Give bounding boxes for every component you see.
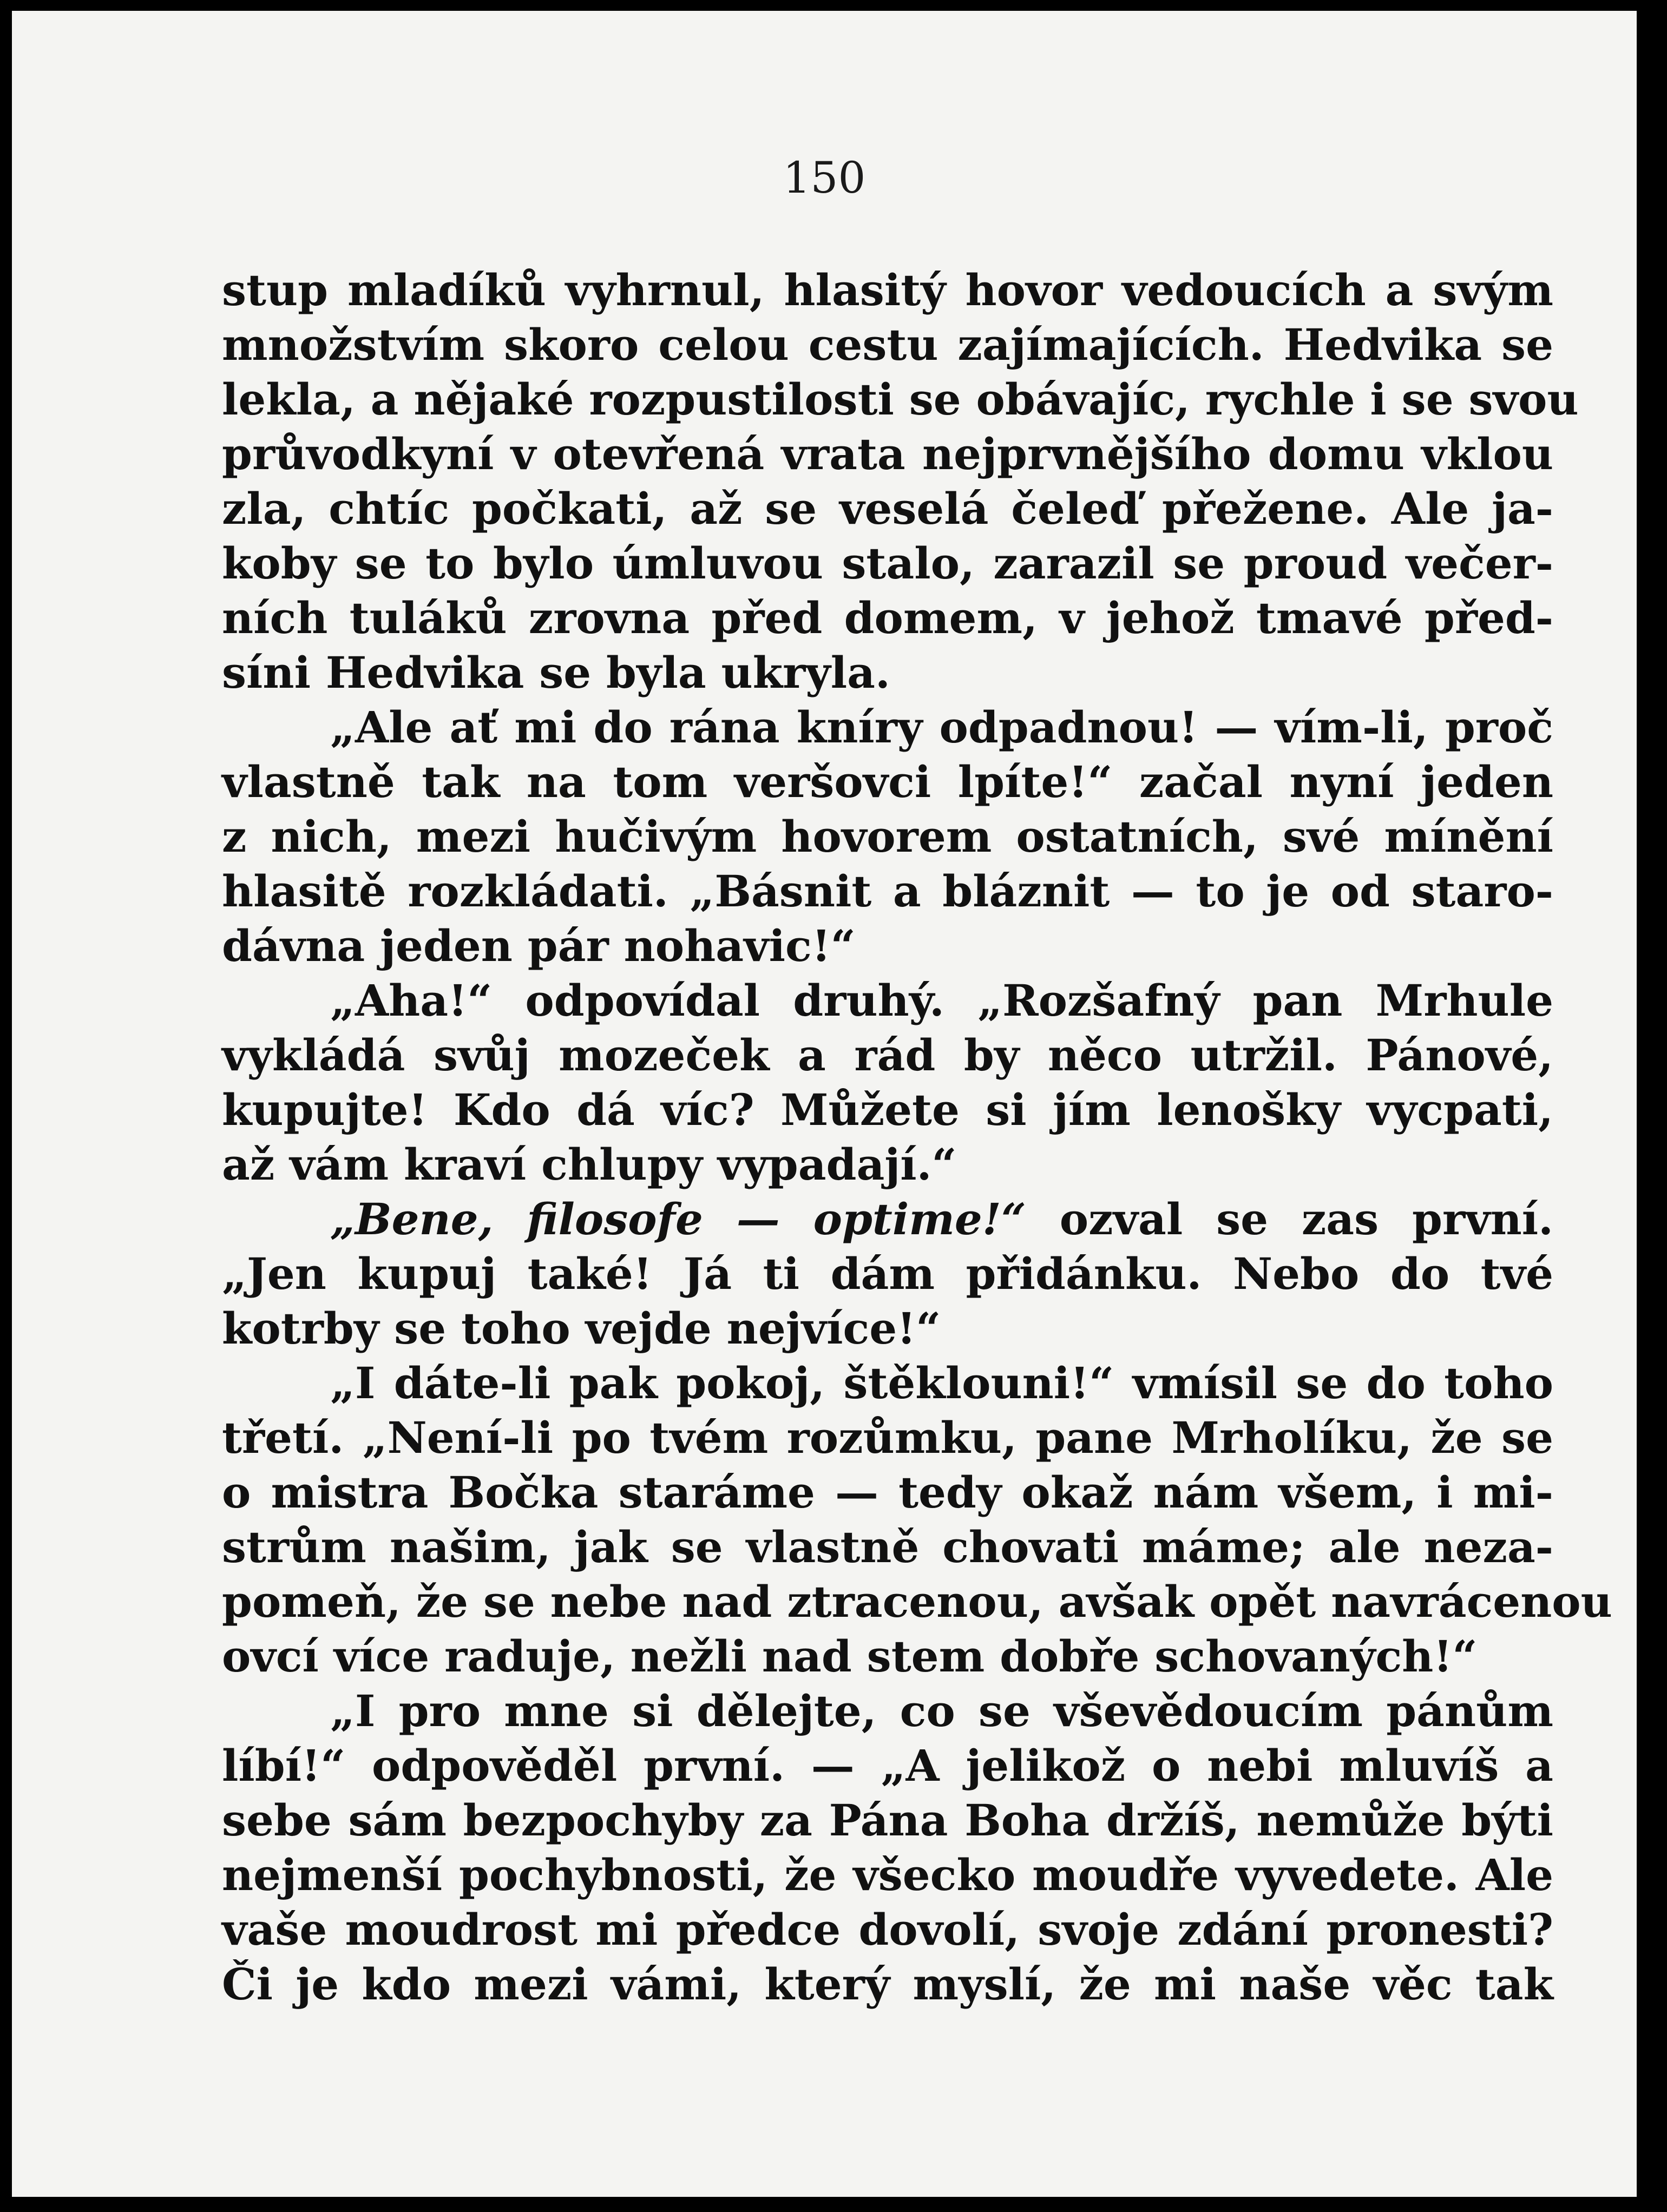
text-line: až vám kraví chlupy vypadají.“ <box>222 1139 957 1190</box>
text-line: „Jen kupuj také! Já ti dám přidánku. Nebo do tvé <box>222 1248 1553 1299</box>
text-line: „Ale ať mi do rána kníry odpadnou! — vím-li, proč <box>330 702 1553 753</box>
text-line: hlasitě rozkládati. „Básnit a bláznit — to je od staro- <box>222 866 1553 917</box>
text-line <box>222 1192 1553 1247</box>
text-line: lekla, a nějaké rozpustilosti se obávajíc, rychle i se svou <box>222 374 1579 425</box>
page-number: 150 <box>783 153 866 203</box>
text-line: ovcí více raduje, nežli nad stem dobře schovaných!“ <box>222 1631 1478 1682</box>
text-line-rest: ozval se zas první. <box>1026 1194 1554 1245</box>
text-line: nejmenší pochybnosti, že všecko moudře vyvedete. Ale <box>222 1849 1553 1900</box>
book-page <box>12 11 1637 2197</box>
text-line: zla, chtíc počkati, až se veselá čeleď přežene. Ale ja- <box>222 483 1553 534</box>
text-line: z nich, mezi hučivým hovorem ostatních, své mínění <box>222 811 1553 862</box>
text-line: síni Hedvika se byla ukryla. <box>222 647 890 698</box>
text-line: vaše moudrost mi předce dovolí, svoje zdání pronesti? <box>222 1904 1553 1955</box>
text-line: průvodkyní v otevřená vrata nejprvnějšího domu vklou <box>222 429 1553 479</box>
text-line: ních tuláků zrovna před domem, v jehož tmavé před- <box>222 593 1553 643</box>
text-line: dávna jeden pár nohavic!“ <box>222 920 856 971</box>
text-line: vykládá svůj mozeček a rád by něco utržil. Pánové, <box>222 1030 1553 1081</box>
text-line: „Aha!“ odpovídal druhý. „Rozšafný pan Mrhule <box>330 975 1553 1026</box>
text-line: Či je kdo mezi vámi, který myslí, že mi naše věc tak <box>222 1959 1553 2010</box>
text-line: koby se to bylo úmluvou stalo, zarazil se proud večer- <box>222 538 1553 589</box>
text-line: strům našim, jak se vlastně chovati máme; ale neza- <box>222 1522 1553 1572</box>
text-line: o mistra Bočka staráme — tedy okaž nám všem, i mi- <box>222 1467 1553 1518</box>
text-line: třetí. „Není-li po tvém rozůmku, pane Mrholíku, že se <box>222 1412 1553 1463</box>
text-line: „I dáte-li pak pokoj, štěklouni!“ vmísil se do toho <box>330 1358 1553 1408</box>
text-line: stup mladíků vyhrnul, hlasitý hovor vedoucích a svým <box>222 265 1553 315</box>
text-line: pomeň, že se nebe nad ztracenou, avšak opět navrácenou <box>222 1576 1612 1627</box>
latin-quote: „Bene, filosofe — optime!“ <box>330 1194 1026 1245</box>
text-line: líbí!“ odpověděl první. — „A jelikož o nebi mluvíš a <box>222 1740 1553 1791</box>
text-line: množstvím skoro celou cestu zajímajících. Hedvika se <box>222 319 1553 370</box>
text-line: vlastně tak na tom veršovci lpíte!“ začal nyní jeden <box>222 756 1553 807</box>
text-line: kotrby se toho vejde nejvíce!“ <box>222 1303 941 1354</box>
text-line: kupujte! Kdo dá víc? Můžete si jím lenošky vycpati, <box>222 1084 1553 1135</box>
text-line: sebe sám bezpochyby za Pána Boha držíš, nemůže býti <box>222 1795 1553 1846</box>
page-text <box>222 263 1612 2012</box>
text-line: „I pro mne si dělejte, co se vševědoucím pánům <box>330 1686 1553 1736</box>
